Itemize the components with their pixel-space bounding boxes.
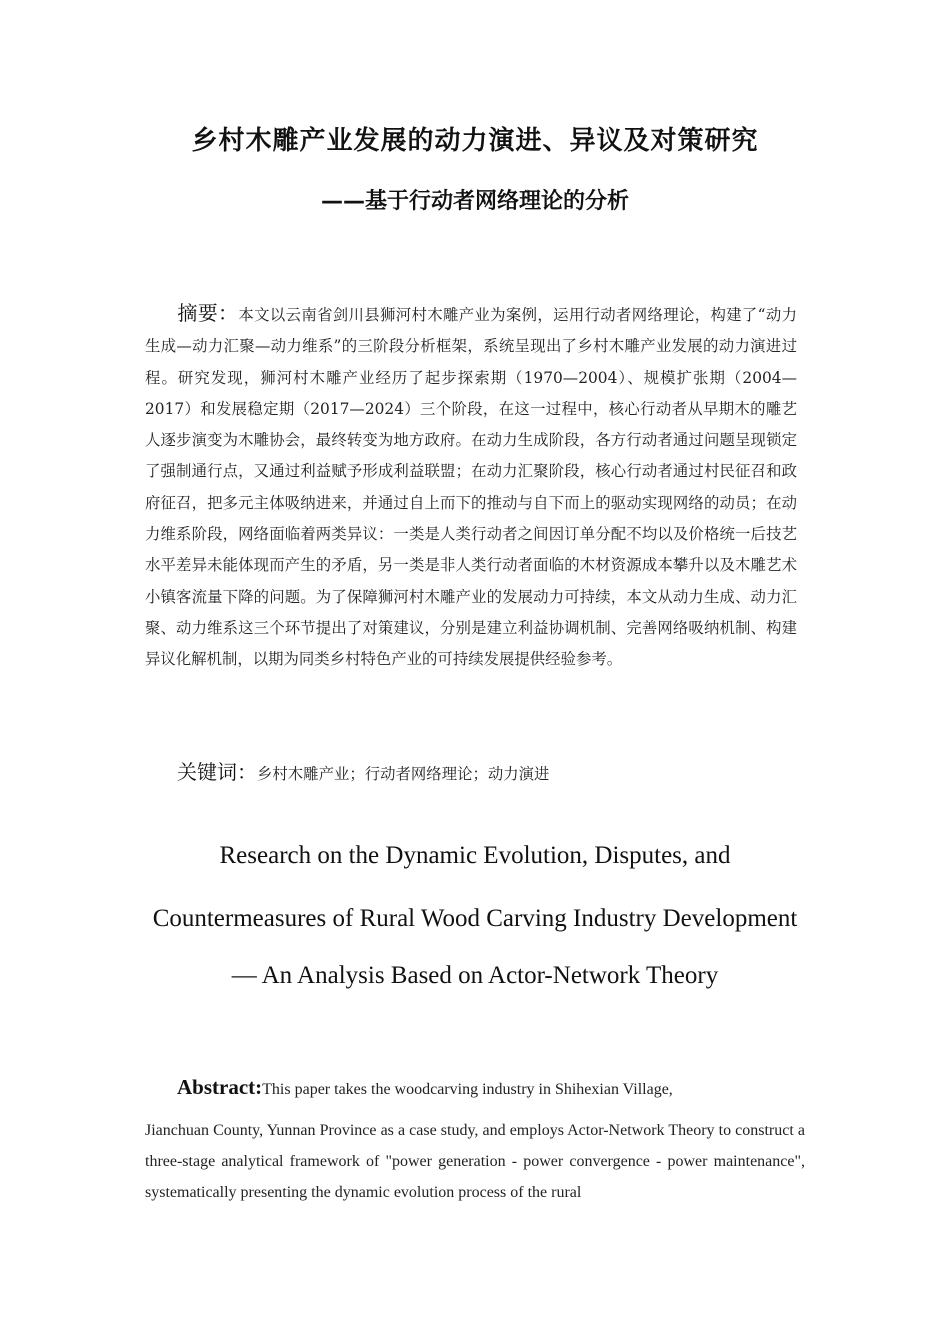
chinese-abstract-label: 摘要： (177, 301, 239, 325)
english-abstract (145, 1072, 805, 1208)
english-title-line-2: Countermeasures of Rural Wood Carving Industry Development (152, 905, 798, 932)
english-abstract-label: Abstract: (177, 1075, 263, 1099)
english-title-line-1: Research on the Dynamic Evolution, Disputes, and (219, 842, 731, 869)
english-abstract-text: Jianchuan County, Yunnan Province as a case study, and employs Actor-Network Theory to construct a three-stage analytical framework of "power generation - power convergence - power maintenance", systematically presenting the dynamic evolution process of the rural (145, 1122, 805, 1201)
chinese-keywords-label: 关键词： (177, 760, 257, 784)
english-title-line-3: — An Analysis Based on Actor-Network Theory (231, 962, 719, 989)
english-title (145, 835, 805, 997)
chinese-keywords (145, 756, 797, 790)
chinese-subtitle: ——基于行动者网络理论的分析 (320, 189, 629, 214)
chinese-abstract-text: 本文以云南省剑川县狮河村木雕产业为案例，运用行动者网络理论，构建了“动力生成—动力汇聚—动力维系”的三阶段分析框架，系统呈现出了乡村木雕产业发展的动力演进过程。研究发现，狮河村木雕产业经历了起步探索期（1970—2004）、规模扩张期（2004—2017）和发展稳定期（2017—2024）三个阶段，在这一过程中，核心行动者从早期木的雕艺人逐步演变为木雕协会，最终转变为地方政府。在动力生成阶段，各方行动者通过问题呈现锁定了强制通行点，又通过利益赋予形成利益联盟；在动力汇聚阶段，核心行动者通过村民征召和政府征召，把多元主体吸纳进来，并通过自上而下的推动与自下而上的驱动实现网络的动员；在动力维系阶段，网络面临着两类异议：一类是人类行动者之间因订单分配不均以及价格统一后技艺水平差异未能体现而产生的矛盾，另一类是非人类行动者面临的木材资源成本攀升以及木雕艺术小镇客流量下降的问题。为了保障狮河村木雕产业的发展动力可持续，本文从动力生成、动力汇聚、动力维系这三个环节提出了对策建议，分别是建立利益协调机制、完善网络吸纳机制、构建异议化解机制，以期为同类乡村特色产业的可持续发展提供经验参考。 (145, 306, 798, 669)
chinese-abstract (145, 298, 797, 676)
chinese-keywords-text: 乡村木雕产业；行动者网络理论；动力演进 (257, 765, 550, 783)
chinese-title: 乡村木雕产业发展的动力演进、异议及对策研究 (191, 126, 759, 156)
english-abstract-first-line: This paper takes the woodcarving industry in Shihexian Village, (262, 1081, 673, 1098)
